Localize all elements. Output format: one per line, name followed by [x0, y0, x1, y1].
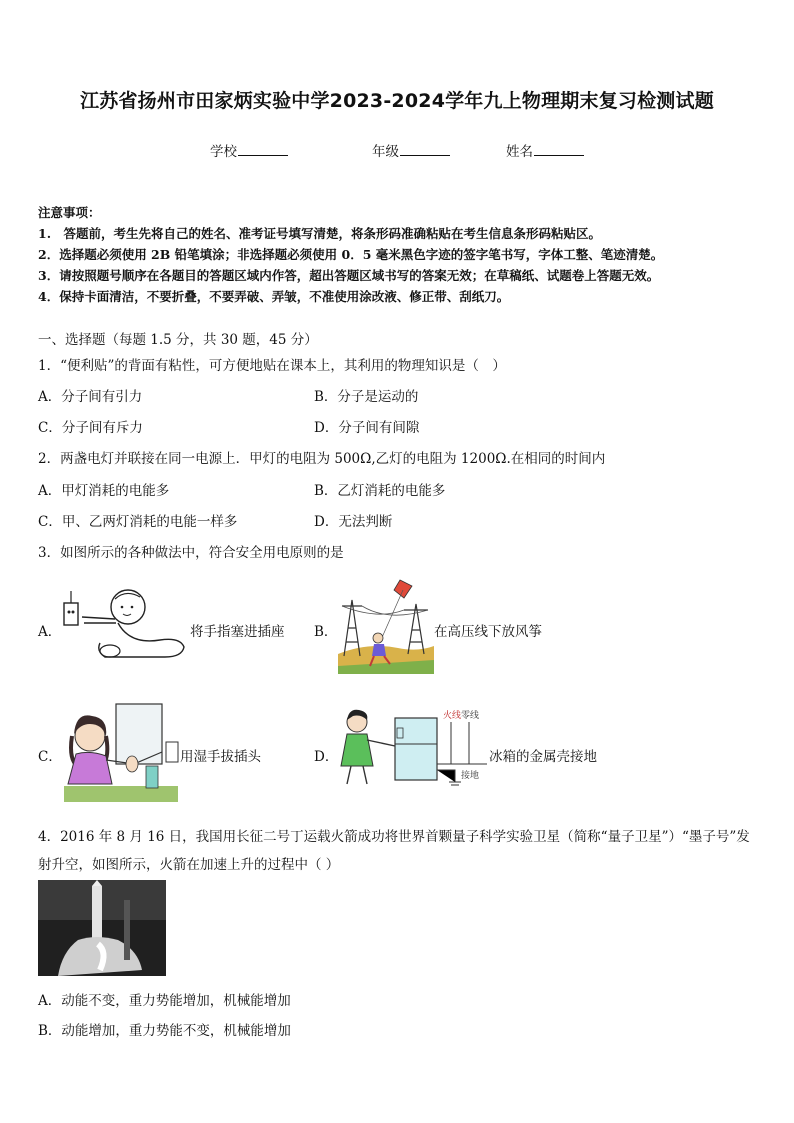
q2-option-d: D．无法判断: [314, 514, 393, 530]
q3-option-b-text: 在高压线下放风筝: [434, 624, 542, 640]
rocket-launch-photo: [38, 880, 166, 976]
wet-hand-plug-illustration: [62, 702, 180, 804]
school-field[interactable]: [210, 140, 288, 160]
q2-option-c: C．甲、乙两灯消耗的电能一样多: [38, 514, 238, 530]
grade-field[interactable]: [372, 140, 450, 160]
question-1-stem: 1．“便利贴”的背面有粘性，可方便地贴在课本上，其利用的物理知识是（ ）: [38, 358, 506, 374]
q1-option-b: B．分子是运动的: [314, 389, 419, 405]
q2-option-b: B．乙灯消耗的电能多: [314, 483, 446, 499]
grade-label: 年级: [372, 144, 399, 160]
q3-option-c-letter: C．: [38, 749, 62, 765]
q3-option-d-letter: D．: [314, 749, 339, 765]
fridge-label-fire: 火线: [443, 711, 462, 721]
notice-heading: 注意事项：: [38, 205, 101, 220]
notice-item: 3．请按照题号顺序在各题目的答题区域内作答，超出答题区域书写的答案无效；在草稿纸、试题卷上答题无效。: [38, 268, 660, 283]
school-blank[interactable]: [238, 142, 288, 156]
fridge-label-zero: 零线: [461, 711, 480, 721]
q1-option-a: A．分子间有引力: [38, 389, 143, 405]
fridge-ground-illustration: [337, 708, 489, 792]
notice-item: 2．选择题必须使用 2B 铅笔填涂；非选择题必须使用 0．5 毫米黑色字迹的签字笔书写，字体工整、笔迹清楚。: [38, 247, 664, 262]
q4-option-a: A．动能不变，重力势能增加，机械能增加: [38, 993, 291, 1009]
q3-option-d-text: 冰箱的金属壳接地: [489, 749, 597, 765]
notice-item: 4．保持卡面清洁，不要折叠，不要弄破、弄皱，不准使用涂改液、修正带、刮纸刀。: [38, 289, 510, 304]
q3-option-a-text: 将手指塞进插座: [190, 624, 285, 640]
q2-option-a: A．甲灯消耗的电能多: [38, 483, 170, 499]
grade-blank[interactable]: [400, 142, 450, 156]
q1-option-c: C．分子间有斥力: [38, 420, 143, 436]
notice-item: 1. 答题前，考生先将自己的姓名、准考证号填写清楚，将条形码准确粘贴在考生信息条形码粘贴区。: [38, 226, 602, 241]
q3-option-a-letter: A．: [38, 624, 62, 640]
kite-powerline-illustration: [338, 576, 434, 674]
question-4-stem-line1: 4．2016 年 8 月 16 日，我国用长征二号丁运载火箭成功将世界首颗量子科学实验卫星（简称“量子卫星”）“墨子号”发: [38, 829, 750, 845]
fridge-label-ground: 接地: [461, 771, 480, 781]
q1-option-d: D．分子间有间隙: [314, 420, 420, 436]
name-label: 姓名: [506, 144, 533, 160]
q4-option-b: B．动能增加，重力势能不变，机械能增加: [38, 1023, 291, 1039]
q3-option-c-text: 用湿手拔插头: [180, 749, 261, 765]
question-4-stem-line2: 射升空，如图所示，火箭在加速上升的过程中（ ）: [38, 857, 340, 873]
baby-socket-illustration: [60, 585, 190, 665]
name-blank[interactable]: [534, 142, 584, 156]
question-3-stem: 3．如图所示的各种做法中，符合安全用电原则的是: [38, 545, 344, 561]
q3-option-b-letter: B．: [314, 624, 338, 640]
page-title: 江苏省扬州市田家炳实验中学2023-2024学年九上物理期末复习检测试题: [80, 90, 714, 112]
name-field[interactable]: [506, 140, 584, 160]
section-heading: 一、选择题（每题 1.5 分，共 30 题，45 分）: [38, 332, 318, 348]
question-2-stem: 2．两盏电灯并联接在同一电源上．甲灯的电阻为 500Ω,乙灯的电阻为 1200Ω.在相同的时间内: [38, 451, 606, 467]
school-label: 学校: [210, 144, 237, 160]
